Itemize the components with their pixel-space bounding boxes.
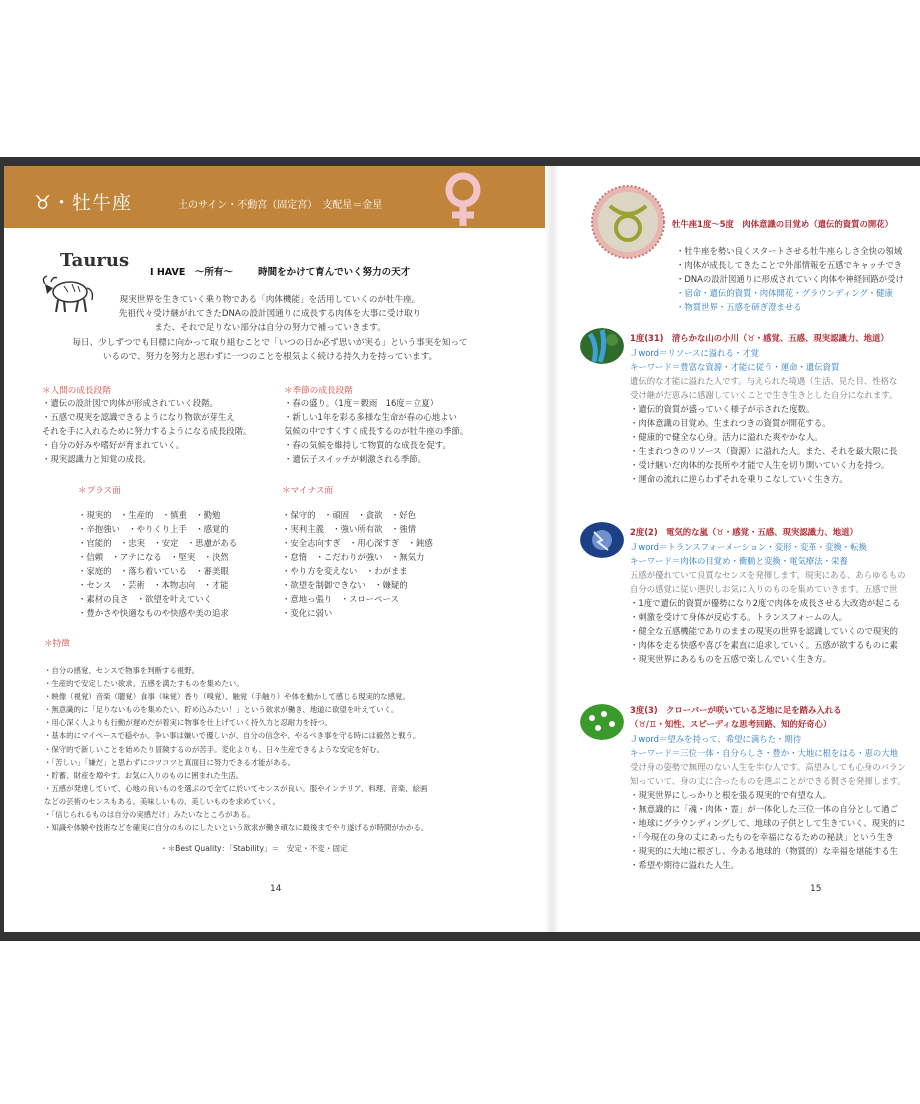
- description-line: 五感が優れていて良質なセンスを発揮します。現実にある、あらゆるもの: [630, 570, 906, 580]
- trait-row: ・家庭的 ・落ち着いている ・審美眼: [78, 566, 229, 576]
- list-item: ・地球にグラウンディングして、地球の子供として生きていく、現実的に: [630, 818, 906, 828]
- trait-row: ・意地っ張り ・スローペース: [282, 594, 399, 604]
- list-item: ・無意識的に「足りないものを集めたい、貯め込みたい！」という欲求が働き、地道に欲望を叶えていく。: [44, 705, 399, 715]
- list-item: ・新しい1年を彩る多様な生命が春の心地よい: [284, 412, 457, 422]
- list-item: ・無意識的に「魂・肉体・霊」が一体化した三位一体の自分として過ご: [630, 804, 898, 814]
- plus-heading: ＊プラス面: [78, 486, 121, 496]
- trait-row: ・実利主義 ・強い所有欲 ・強情: [282, 524, 416, 534]
- list-item: ・貯蓄、財産を増やす。お気に入りのものに囲まれた生活。: [44, 770, 243, 780]
- description-line: 知っていて、身の丈に合ったものを選ぶことができる賢さを発揮します。: [630, 776, 906, 786]
- list-item: ・自分の感覚、センスで物事を判断する視野。: [44, 666, 199, 675]
- trait-row: ・信頼 ・アテになる ・堅実 ・決然: [78, 552, 229, 562]
- tagline-effort: 時間をかけて育んでいく努力の天才: [258, 267, 411, 278]
- frame-bottom: [0, 932, 920, 941]
- intro-line: 先祖代々受け継がれてきたDNAの設計図通りに成長する肉体を大事に受け取り: [118, 309, 422, 320]
- list-item: ・映像（視覚）音楽（聴覚）食事（味覚）香り（嗅覚）、触覚（手触り）や体を動かして感じる現実的な感覚。: [44, 692, 410, 702]
- best-quality: ・＊Best Quality：「Stability」＝ 安定・不変・固定: [160, 844, 348, 853]
- page-number-right: 15: [810, 884, 822, 894]
- plus-traits: [78, 508, 237, 620]
- degree1-body: [630, 346, 897, 486]
- list-item: ・遺伝の設計図で肉体が形成されていく段階。: [42, 398, 218, 408]
- list-item: などの芸術のセンスもある。美味しいもの、美しいものを求めていく。: [44, 796, 280, 806]
- trait-row: ・豊かさや快適なものや快感や美の追求: [78, 608, 229, 618]
- list-item: ・春の気候を維持して物質的な成長を促す。: [284, 440, 451, 450]
- venus-icon: [436, 170, 490, 228]
- list-item: ・基本的にマイペースで穏やか。争い事は嫌いで優しいが、自分の信念や、やるべき事を守る時には毅然と戦う。: [44, 731, 421, 741]
- j-word: Ｊword＝望みを持って、希望に満ちた・期待: [630, 734, 802, 744]
- list-item: ・現実認識力と知覚の成長。: [42, 454, 151, 464]
- description-line: 受け身の姿勢で無理のない人生を歩む人です。高望みしても心身のバラン: [630, 762, 906, 772]
- list-item: ・「信じられるものは自分の実感だけ」みたいなところがある。: [44, 810, 255, 820]
- taurus-emblem-icon: [590, 184, 666, 260]
- list-item: ・牡牛座を勢い良くスタートさせる牡牛座らしさ全快の領域: [676, 246, 903, 256]
- tagline: [150, 264, 432, 278]
- trait-row: ・辛抱強い ・やりくり上手 ・感覚的: [78, 524, 229, 534]
- description-line: 受け継がだ恵みに感謝していくことで生き生きとした自分になれます。: [630, 390, 898, 400]
- list-item: ・生まれつきのリソース（資源）に溢れた人。また、それを最大限に長: [630, 446, 898, 456]
- storm-photo-icon: [580, 522, 624, 558]
- list-item: ・生産的で安定したい欲求。五感を満たすものを集めたい。: [44, 679, 244, 689]
- list-item: ・保守的で新しいことを始めたり冒険するのが苦手。変化よりも、日々生産できるような安定を好む。: [44, 744, 384, 754]
- degree1-heading: 1度(31) 清らかな山の小川（♉・感覚、五感、現実認識力、地道）: [630, 333, 889, 343]
- trait-row: ・安全志向すぎ ・用心深すぎ ・鈍感: [282, 538, 433, 548]
- list-item: ・「今現在の身の丈にあったものを幸福になるための秘訣」という生き: [630, 832, 894, 842]
- growth-heading: ＊人間の成長段階: [42, 386, 111, 396]
- trait-row: ・官能的 ・忠実 ・安定 ・思慮がある: [78, 538, 238, 548]
- list-item: ・DNAの設計図通りに形成されていく肉体や神経回路が受け: [676, 274, 904, 284]
- list-item: ・肉体を走る快感や喜びを素直に追求していく。五感が欲するものに素: [630, 640, 898, 650]
- keywords: キーワード＝三位一体・自分らしさ・豊か・大地に根をはる・恵の大地: [630, 748, 898, 758]
- page-number-left: 14: [270, 884, 282, 894]
- stream-photo-icon: [580, 328, 624, 364]
- trait-row: ・やり方を変えない ・わがまま: [282, 566, 408, 576]
- intro-line: また、それで足りない部分は自分の努力で補っていきます。: [154, 323, 386, 334]
- intro-line: 毎日、少しずつでも目標に向かって取り組むことで「いつの日か必ず思いが実る」という事実を知って: [72, 337, 468, 348]
- description-line: 自分の感覚に従い選択しお気に入りのものを集めていきます。五感で世: [630, 584, 898, 594]
- header-band: [4, 166, 545, 228]
- page-subtitle: 土のサイン・不動宮（固定宮） 支配星＝金星: [178, 200, 383, 211]
- intro-line: いるので、努力を努力と思わずに一つのことを根気よく続ける持久力を持っています。: [102, 351, 438, 362]
- trait-row: ・欲望を制御できない ・嫌疑的: [282, 580, 408, 590]
- frame-left: [0, 157, 4, 941]
- list-item: ・五感で現実を認識できるようになり物欲が芽生え: [42, 412, 235, 422]
- minus-heading: ＊マイナス面: [282, 486, 334, 496]
- list-item: ・運命の流れに逆らわずそれを乗りこなしていく生き方。: [630, 474, 848, 484]
- list-item: ・自分の好みや嗜好が育まれていく。: [42, 440, 185, 450]
- list-item: ・現実的に大地に根ざし、今ある地球的（物質的）な幸福を堪能する生: [630, 846, 898, 856]
- list-item: ・肉体意識の目覚め。生まれつきの資質が開花する。: [630, 418, 831, 428]
- section0-list: [676, 244, 904, 314]
- list-item: ・用心深く人よりも行動が遅めだが着実に物事を仕上げていく持久力と忍耐力を持つ。: [44, 718, 332, 728]
- growth-list: [42, 396, 251, 466]
- description-line: 遺伝的な才能に溢れた人です。与えられた境遇（生活、見た目、性格な: [630, 376, 898, 386]
- list-item: ・遺伝的資質が盛っていく様子が示された度数。: [630, 404, 815, 414]
- list-item: ・「苦しい」「嫌だ」と思わずにコツコツと真面目に努力できる才能がある。: [44, 757, 296, 767]
- trait-row: ・怠惰 ・こだわりが強い ・無気力: [282, 552, 425, 562]
- list-item: ・受け継いだ肉体的な長所や才能で人生を切り開いていく力を持つ。: [630, 460, 890, 470]
- keywords: キーワード＝豊富な資源・才能に従う・運命・遺伝資質: [630, 362, 840, 372]
- degree3-heading: 3度(3) クローバーが咲いている芝地に足を踏み入れる: [630, 705, 842, 715]
- intro-line: 現実世界を生きていく乗り物である「肉体機能」を活用していくのが牡牛座。: [119, 295, 421, 305]
- keywords: キーワード＝肉体の目覚め・衝動と変換・電気療法・栄養: [630, 556, 848, 566]
- j-word: Ｊword＝リソースに溢れる・才覚: [630, 348, 760, 358]
- list-item: ・春の盛り。（1度＝穀雨 16度＝立夏）: [284, 398, 439, 408]
- list-item: ・物質世界・五感を研ぎ澄ませる: [676, 302, 802, 312]
- clover-photo-icon: [580, 704, 624, 740]
- trait-row: ・変化に弱い: [282, 608, 333, 618]
- feature-list: [44, 664, 514, 834]
- frame-top: [0, 157, 920, 166]
- list-item: ・希望や期待に溢れた人生。: [630, 860, 739, 870]
- trait-row: ・現実的 ・生産的 ・慎重 ・勤勉: [78, 510, 221, 520]
- feature-heading: ＊特徴: [44, 639, 70, 649]
- list-item: ・肉体が成長してきたことで外部情報を五感でキャッチでき: [676, 260, 903, 270]
- list-item: ・健全な五感機能でありのままの現実の世界を認識していくので現実的: [630, 626, 898, 636]
- list-item: ・現実世界にしっかりと根を張る現実的で有望な人。: [630, 790, 831, 800]
- trait-row: ・センス ・芸術 ・本物志向 ・才能: [78, 580, 229, 590]
- list-item: ・知識や体験や技術などを確実に自分のものにしたいという欲求が働き頑なに最後までやり遂げるが時間がかかる。: [44, 823, 429, 833]
- trait-row: ・素材の良さ ・欲望を叶えていく: [78, 594, 212, 604]
- season-heading: ＊季節の成長段階: [284, 386, 353, 396]
- list-item: ・現実世界にあるものを五感で楽しんでいく生き方。: [630, 654, 831, 664]
- page-title: ♉・牡牛座: [34, 192, 133, 214]
- list-item: それを手に入れるために努力するようになる成長段階。: [42, 426, 252, 436]
- degree2-heading: 2度(2) 電気的な嵐（♉・感覚・五感、現実認識力、地道）: [630, 527, 858, 537]
- list-item: ・健康的で健全な心身。活力に溢れた爽やかな人。: [630, 432, 823, 442]
- season-list: [284, 396, 468, 466]
- degree2-body: [630, 540, 905, 666]
- list-item: ・刺激を受けて身体が反応する。トランスフォームの人。: [630, 612, 848, 622]
- degree3-body: [630, 732, 906, 872]
- list-item: 気候の中ですくすく成長するのが牡牛座の季節。: [284, 426, 469, 436]
- list-item: ・1度で遺伝的資質が優勢になり2度で肉体を成長させる大改造が起こる: [630, 598, 901, 608]
- section0-heading: 牡牛座1度〜5度 肉体意識の目覚め（遺伝的資質の開花）: [672, 219, 894, 229]
- trait-row: ・保守的 ・頑固 ・貪欲 ・好色: [282, 510, 416, 520]
- tagline-i-have: I HAVE 〜所有〜: [150, 267, 233, 278]
- list-item: ・五感が発達していて、心地の良いものを選ぶので全てに於いてセンスが良い。服やインテリア、料理、音楽、絵画: [44, 783, 428, 793]
- minus-traits: [282, 508, 433, 620]
- list-item: ・宿命・遺伝的資質・肉体開花・グラウンディング・健康: [676, 288, 893, 298]
- intro-text: [30, 293, 510, 364]
- taurus-word: Taurus: [60, 250, 130, 271]
- page-gutter: [545, 166, 559, 932]
- j-word: Ｊword＝トランスフォーメーション・変形・変革・変換・転換: [630, 542, 867, 552]
- list-item: ・遺伝子スイッチが刺激される季節。: [284, 454, 427, 464]
- degree3-subheading: （♉/♊・知性、スピーディな思考回路、知的好奇心）: [630, 719, 832, 729]
